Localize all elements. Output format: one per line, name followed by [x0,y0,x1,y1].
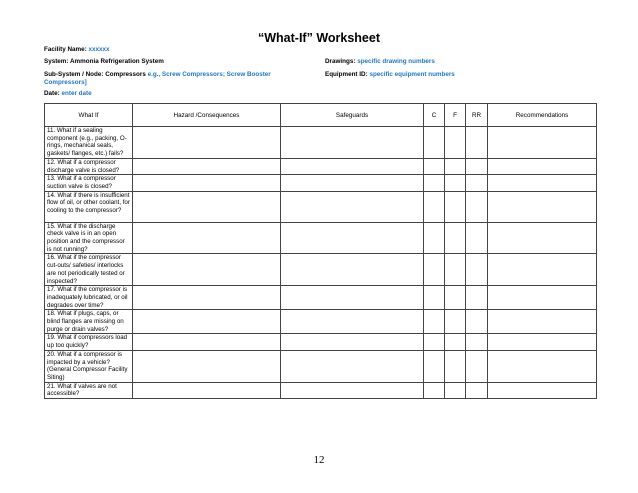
c-cell [424,350,445,382]
hazard-consequences-cell [133,334,281,350]
recommendations-cell [488,334,597,350]
facility-name-line [44,46,109,54]
system-line [44,58,164,66]
recommendations-cell [488,158,597,174]
c-cell [424,382,445,398]
recommendations-cell [488,175,597,191]
table-row [45,175,597,191]
what-if-worksheet-table [44,103,597,399]
table-row [45,382,597,398]
f-cell [445,158,466,174]
rr-cell [466,382,488,398]
recommendations-cell [488,254,597,286]
safeguards-cell [281,222,424,254]
table-row [45,286,597,310]
column-header-recommendations: Recommendations [488,104,597,127]
subsystem-label: Sub-System / Node: Compressors [44,71,146,78]
c-cell [424,222,445,254]
rr-cell [466,222,488,254]
what-if-question: 12. What if a compressor discharge valve is closed? [45,158,133,174]
safeguards-cell [281,175,424,191]
table-row [45,191,597,222]
equipment-id-value: specific equipment numbers [369,71,455,78]
recommendations-cell [488,127,597,159]
recommendations-cell [488,382,597,398]
rr-cell [466,175,488,191]
f-cell [445,334,466,350]
equipment-id-label: Equipment ID: [325,71,368,78]
c-cell [424,175,445,191]
hazard-consequences-cell [133,382,281,398]
hazard-consequences-cell [133,158,281,174]
table-row [45,158,597,174]
what-if-question: 11. What if a sealing component (e.g., packing, O-rings, mechanical seals, gaskets/ flanges, etc.) fails? [45,127,133,159]
safeguards-cell [281,254,424,286]
hazard-consequences-cell [133,254,281,286]
f-cell [445,286,466,310]
rr-cell [466,286,488,310]
c-cell [424,158,445,174]
what-if-question: 14. What if there is insufficient flow of oil, or other coolant, for cooling to the compressor? [45,191,133,222]
what-if-question: 18. What if plugs, caps, or blind flanges are missing on purge or drain valves? [45,310,133,334]
rr-cell [466,310,488,334]
what-if-question: 13. What if a compressor suction valve is closed? [45,175,133,191]
c-cell [424,310,445,334]
hazard-consequences-cell [133,222,281,254]
safeguards-cell [281,382,424,398]
c-cell [424,127,445,159]
table-row [45,350,597,382]
table-row [45,127,597,159]
f-cell [445,191,466,222]
what-if-question: 21. What if valves are not accessible? [45,382,133,398]
rr-cell [466,350,488,382]
c-cell [424,334,445,350]
rr-cell [466,127,488,159]
f-cell [445,350,466,382]
table-header-row [45,104,597,127]
column-header-rr: RR [466,104,488,127]
f-cell [445,382,466,398]
f-cell [445,127,466,159]
facility-name-label: Facility Name: [44,46,87,53]
table-row [45,310,597,334]
date-label: Date: [44,90,60,97]
facility-name-value: xxxxxx [88,46,110,53]
hazard-consequences-cell [133,286,281,310]
hazard-consequences-cell [133,310,281,334]
f-cell [445,310,466,334]
column-header-c: C [424,104,445,127]
table-row [45,254,597,286]
safeguards-cell [281,334,424,350]
hazard-consequences-cell [133,350,281,382]
worksheet-title: “What-If” Worksheet [258,31,380,45]
date-value: enter date [61,90,92,97]
what-if-question: 16. What if the compressor cut-outs/ safeties/ interlocks are not periodically tested or inspected? [45,254,133,286]
drawings-label: Drawings: [325,58,356,65]
f-cell [445,175,466,191]
what-if-question: 19. What if compressors load up too quickly? [45,334,133,350]
f-cell [445,222,466,254]
rr-cell [466,254,488,286]
safeguards-cell [281,158,424,174]
column-header-hazard-consequences: Hazard /Consequences [133,104,281,127]
safeguards-cell [281,191,424,222]
recommendations-cell [488,286,597,310]
recommendations-cell [488,191,597,222]
rr-cell [466,334,488,350]
column-header-what-if: What If [45,104,133,127]
system-label: System: Ammonia Refrigeration System [44,58,164,65]
hazard-consequences-cell [133,127,281,159]
safeguards-cell [281,350,424,382]
rr-cell [466,191,488,222]
c-cell [424,286,445,310]
recommendations-cell [488,350,597,382]
page-number: 12 [313,454,325,466]
c-cell [424,254,445,286]
drawings-value: specific drawing numbers [357,58,435,65]
recommendations-cell [488,310,597,334]
drawings-line [325,58,435,66]
table-row [45,222,597,254]
f-cell [445,254,466,286]
what-if-question: 15. What if the discharge check valve is in an open position and the compressor is not running? [45,222,133,254]
hazard-consequences-cell [133,191,281,222]
equipment-id-line [325,71,455,79]
safeguards-cell [281,286,424,310]
safeguards-cell [281,310,424,334]
what-if-question: 17. What if the compressor is inadequately lubricated, or oil degrades over time? [45,286,133,310]
column-header-safeguards: Safeguards [281,104,424,127]
hazard-consequences-cell [133,175,281,191]
date-line [44,90,92,98]
what-if-question: 20. What if a compressor is impacted by a vehicle? (General Compressor Facility Siting) [45,350,133,382]
subsystem-value: e.g., Screw Compressors; Screw Booster Compressors] [44,71,271,86]
column-header-f: F [445,104,466,127]
subsystem-line [44,71,284,86]
safeguards-cell [281,127,424,159]
table-row [45,334,597,350]
rr-cell [466,158,488,174]
recommendations-cell [488,222,597,254]
c-cell [424,191,445,222]
